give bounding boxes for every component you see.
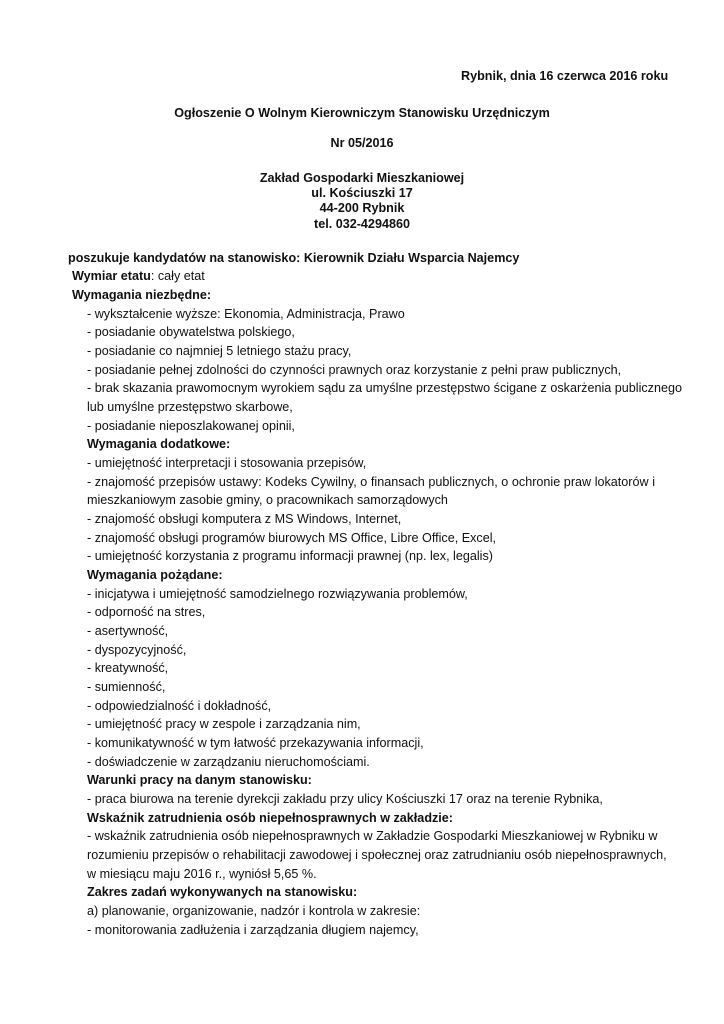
req-desired-heading: Wymagania pożądane: bbox=[87, 568, 223, 582]
list-item: - umiejętność pracy w zespole i zarządzania nim, bbox=[87, 717, 361, 731]
announcement-number: Nr 05/2016 bbox=[330, 136, 394, 150]
conditions-heading: Warunki pracy na danym stanowisku: bbox=[87, 773, 312, 787]
employment-index-heading: Wskaźnik zatrudnienia osób niepełnosprawnych w zakładzie: bbox=[87, 811, 453, 825]
position-line: poszukuje kandydatów na stanowisko: Kierownik Działu Wsparcia Najemcy bbox=[68, 251, 520, 265]
list-item: - brak skazania prawomocnym wyrokiem sądu za umyślne przestępstwo ścigane z oskarżenia publicznego bbox=[87, 381, 682, 395]
list-item: - posiadanie co najmniej 5 letniego stażu pracy, bbox=[87, 344, 352, 358]
list-item: - sumienność, bbox=[87, 680, 166, 694]
work-time-label: Wymiar etatu bbox=[72, 269, 151, 283]
list-item: - odpowiedzialność i dokładność, bbox=[87, 699, 272, 713]
list-item: lub umyślne przestępstwo skarbowe, bbox=[87, 400, 293, 414]
list-item: - posiadanie pełnej zdolności do czynności prawnych oraz korzystanie z pełni praw publicznych, bbox=[87, 363, 622, 377]
list-item: - znajomość przepisów ustawy: Kodeks Cywilny, o finansach publicznych, o ochronie praw lokatorów i bbox=[87, 475, 655, 489]
list-item: - umiejętność korzystania z programu informacji prawnej (np. lex, legalis) bbox=[87, 549, 493, 563]
org-city: 44-200 Rybnik bbox=[319, 201, 405, 215]
org-name: Zakład Gospodarki Mieszkaniowej bbox=[259, 171, 465, 185]
org-phone: tel. 032-4294860 bbox=[314, 217, 410, 231]
list-item: - posiadanie obywatelstwa polskiego, bbox=[87, 325, 295, 339]
list-item: - praca biurowa na terenie dyrekcji zakładu przy ulicy Kościuszki 17 oraz na terenie Rybnika, bbox=[87, 792, 603, 806]
tasks-heading: Zakres zadań wykonywanych na stanowisku: bbox=[87, 885, 358, 899]
list-item: mieszkaniowym zasobie gminy, o pracownikach samorządowych bbox=[87, 493, 448, 507]
work-time-value: : cały etat bbox=[150, 269, 205, 283]
list-item: - kreatywność, bbox=[87, 661, 169, 675]
place-date: Rybnik, dnia 16 czerwca 2016 roku bbox=[461, 69, 669, 83]
list-item: a) planowanie, organizowanie, nadzór i kontrola w zakresie: bbox=[87, 904, 421, 918]
list-item: - doświadczenie w zarządzaniu nieruchomościami. bbox=[87, 755, 370, 769]
req-necessary-heading: Wymagania niezbędne: bbox=[72, 288, 212, 302]
list-item: - znajomość obsługi programów biurowych MS Office, Libre Office, Excel, bbox=[87, 531, 496, 545]
req-additional-heading: Wymagania dodatkowe: bbox=[87, 437, 231, 451]
list-item: - wskaźnik zatrudnienia osób niepełnosprawnych w Zakładzie Gospodarki Mieszkaniowej w Rybniku w bbox=[87, 829, 658, 843]
org-street: ul. Kościuszki 17 bbox=[311, 186, 413, 200]
list-item: - znajomość obsługi komputera z MS Windows, Internet, bbox=[87, 512, 402, 526]
list-item: rozumieniu przepisów o rehabilitacji zawodowej i społecznej oraz zatrudnianiu osób niepełnosprawnych, bbox=[87, 848, 667, 862]
list-item: - odporność na stres, bbox=[87, 605, 206, 619]
announcement-title: Ogłoszenie O Wolnym Kierowniczym Stanowisku Urzędniczym bbox=[174, 106, 550, 120]
list-item: - posiadanie nieposzlakowanej opinii, bbox=[87, 419, 295, 433]
work-time bbox=[72, 268, 205, 284]
list-item: - umiejętność interpretacji i stosowania przepisów, bbox=[87, 456, 367, 470]
list-item: - monitorowania zadłużenia i zarządzania długiem najemcy, bbox=[87, 923, 419, 937]
list-item: - asertywność, bbox=[87, 624, 169, 638]
list-item: - wykształcenie wyższe: Ekonomia, Administracja, Prawo bbox=[87, 307, 405, 321]
list-item: - komunikatywność w tym łatwość przekazywania informacji, bbox=[87, 736, 424, 750]
list-item: - inicjatywa i umiejętność samodzielnego rozwiązywania problemów, bbox=[87, 587, 468, 601]
list-item: - dyspozycyjność, bbox=[87, 643, 187, 657]
list-item: w miesiącu maju 2016 r., wyniósł 5,65 %. bbox=[87, 867, 317, 881]
